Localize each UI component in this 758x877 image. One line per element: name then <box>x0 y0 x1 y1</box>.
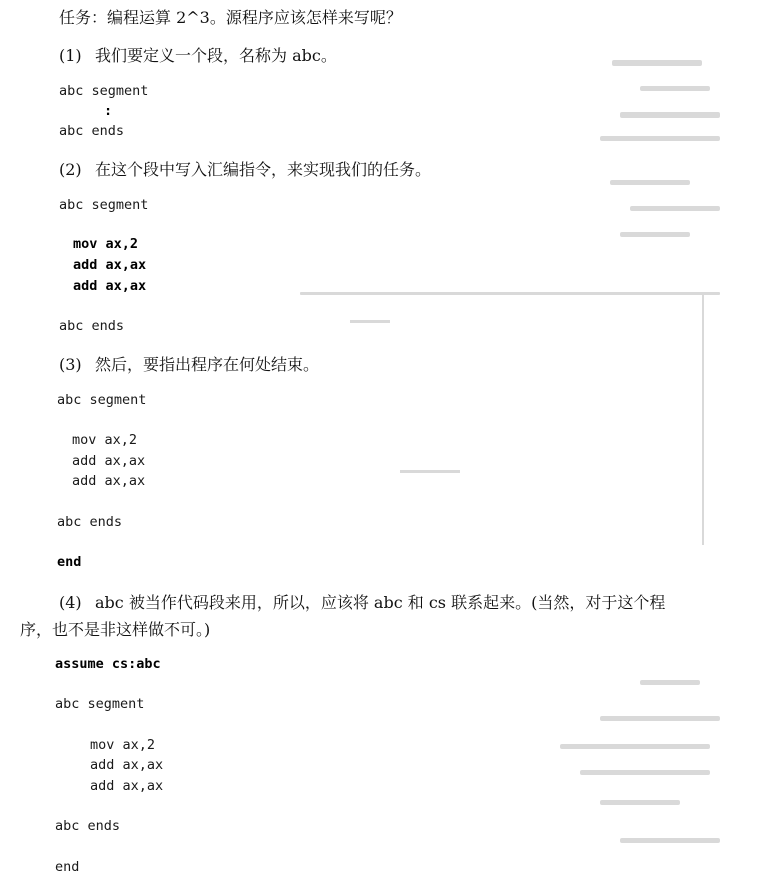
step-1-seg-end: abc ends <box>59 123 125 139</box>
step-3-instruction: mov ax,2 <box>72 432 138 448</box>
step-1-heading <box>59 46 337 66</box>
step-2-instruction: add ax,ax <box>73 278 147 294</box>
step-4-number: (4) <box>59 593 82 612</box>
step-4-instruction: add ax,ax <box>90 757 164 773</box>
step-3-heading <box>59 355 319 375</box>
step-2-instruction: add ax,ax <box>73 257 147 273</box>
step-1-ellipsis: : <box>104 103 113 119</box>
step-4-text-line1: abc 被当作代码段来用，所以，应该将 abc 和 cs 联系起来。(当然，对于这个程 <box>95 593 666 612</box>
step-1-number: (1) <box>59 46 82 65</box>
step-4-text-line2: 序，也不是非这样做不可。) <box>20 620 211 639</box>
step-3-instruction: add ax,ax <box>72 453 146 469</box>
step-2-number: (2) <box>59 160 82 179</box>
step-2-heading <box>59 160 431 180</box>
step-3-end: end <box>57 554 82 570</box>
step-4-end: end <box>55 859 80 875</box>
step-4-heading <box>59 593 665 613</box>
step-3-seg-end: abc ends <box>57 514 123 530</box>
task-line: 任务：编程运算 2^3。源程序应该怎样来写呢？ <box>59 8 402 27</box>
step-4-instruction: add ax,ax <box>90 778 164 794</box>
step-4-assume: assume cs:abc <box>55 656 161 672</box>
step-2-instruction: mov ax,2 <box>73 236 139 252</box>
step-3-number: (3) <box>59 355 82 374</box>
step-2-seg-start: abc segment <box>59 197 149 213</box>
step-1-seg-start: abc segment <box>59 83 149 99</box>
step-2-text: 在这个段中写入汇编指令，来实现我们的任务。 <box>95 160 432 179</box>
step-4-seg-end: abc ends <box>55 818 121 834</box>
step-3-seg-start: abc segment <box>57 392 147 408</box>
step-3-text: 然后，要指出程序在何处结束。 <box>95 355 320 374</box>
step-2-seg-end: abc ends <box>59 318 125 334</box>
step-4-instruction: mov ax,2 <box>90 737 156 753</box>
step-3-instruction: add ax,ax <box>72 473 146 489</box>
step-4-seg-start: abc segment <box>55 696 145 712</box>
step-1-text: 我们要定义一个段，名称为 abc。 <box>95 46 337 65</box>
